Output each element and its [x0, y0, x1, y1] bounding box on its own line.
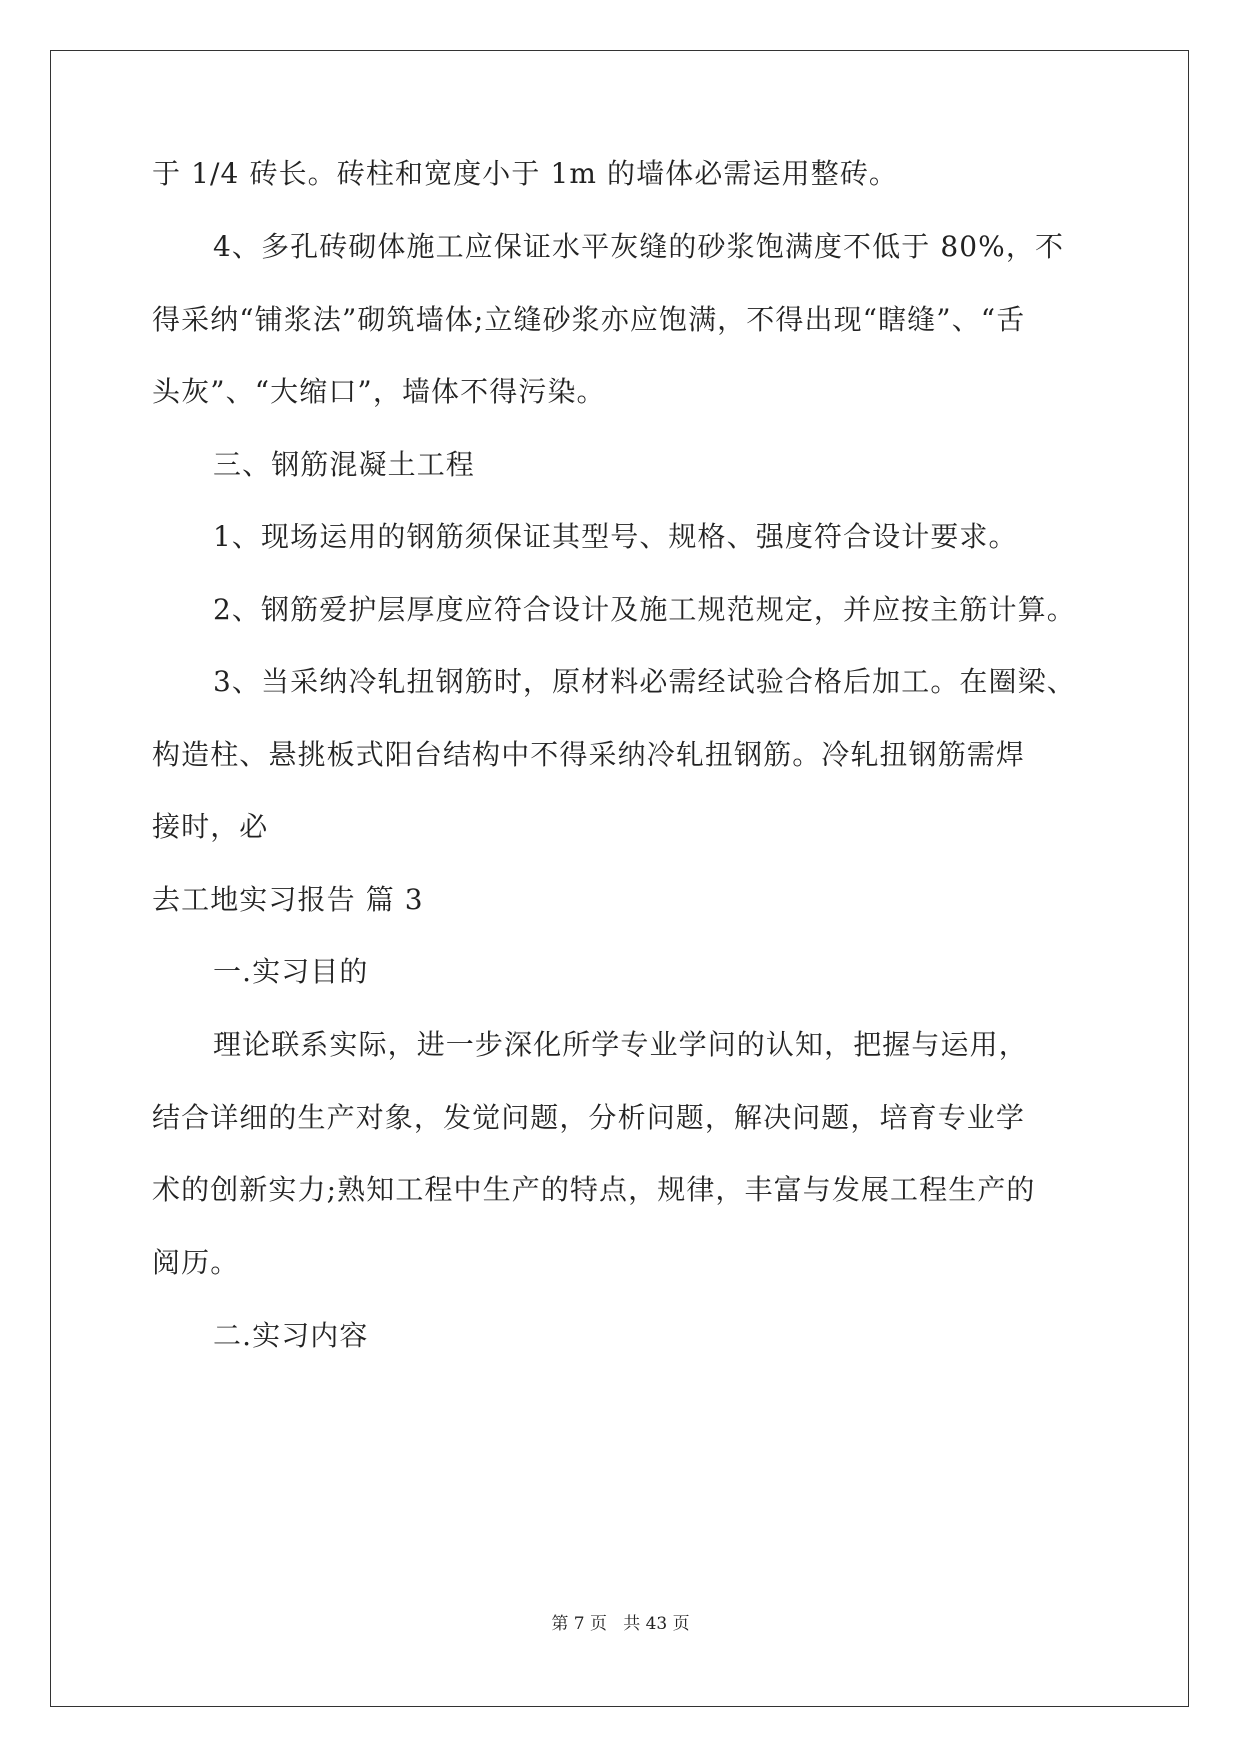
paragraph-line: 4、多孔砖砌体施工应保证水平灰缝的砂浆饱满度不低于 80%，不 [213, 230, 1065, 263]
paragraph-line: 3、当采纳冷轧扭钢筋时，原材料必需经试验合格后加工。在圈梁、 [213, 665, 1076, 698]
paragraph-line: 阅历。 [152, 1246, 240, 1279]
section-heading: 一.实习目的 [213, 955, 369, 988]
paragraph-line: 得采纳“铺浆法”砌筑墙体;立缝砂浆亦应饱满，不得出现“瞎缝”、“舌 [152, 303, 1026, 336]
page-border [50, 50, 1189, 1707]
paragraph-line: 接时，必 [152, 810, 269, 843]
paragraph-line: 理论联系实际，进一步深化所学专业学问的认知，把握与运用， [213, 1028, 1028, 1061]
document-title: 去工地实习报告 篇 3 [152, 883, 424, 916]
paragraph-line: 1、现场运用的钢筋须保证其型号、规格、强度符合设计要求。 [213, 520, 1018, 553]
section-heading: 三、钢筋混凝土工程 [213, 448, 475, 481]
paragraph-line: 构造柱、悬挑板式阳台结构中不得采纳冷轧扭钢筋。冷轧扭钢筋需焊 [152, 738, 1026, 771]
section-heading: 二.实习内容 [213, 1319, 369, 1352]
paragraph-line: 于 1/4 砖长。砖柱和宽度小于 1m 的墙体必需运用整砖。 [152, 157, 899, 190]
paragraph-line: 术的创新实力;熟知工程中生产的特点，规律，丰富与发展工程生产的 [152, 1173, 1036, 1206]
paragraph-line: 头灰”、“大缩口”，墙体不得污染。 [152, 375, 606, 408]
paragraph-line: 结合详细的生产对象，发觉问题，分析问题，解决问题，培育专业学 [152, 1101, 1026, 1134]
page-number-footer: 第 7 页 共 43 页 [551, 1614, 690, 1634]
paragraph-line: 2、钢筋爱护层厚度应符合设计及施工规范规定，并应按主筋计算。 [213, 593, 1076, 626]
